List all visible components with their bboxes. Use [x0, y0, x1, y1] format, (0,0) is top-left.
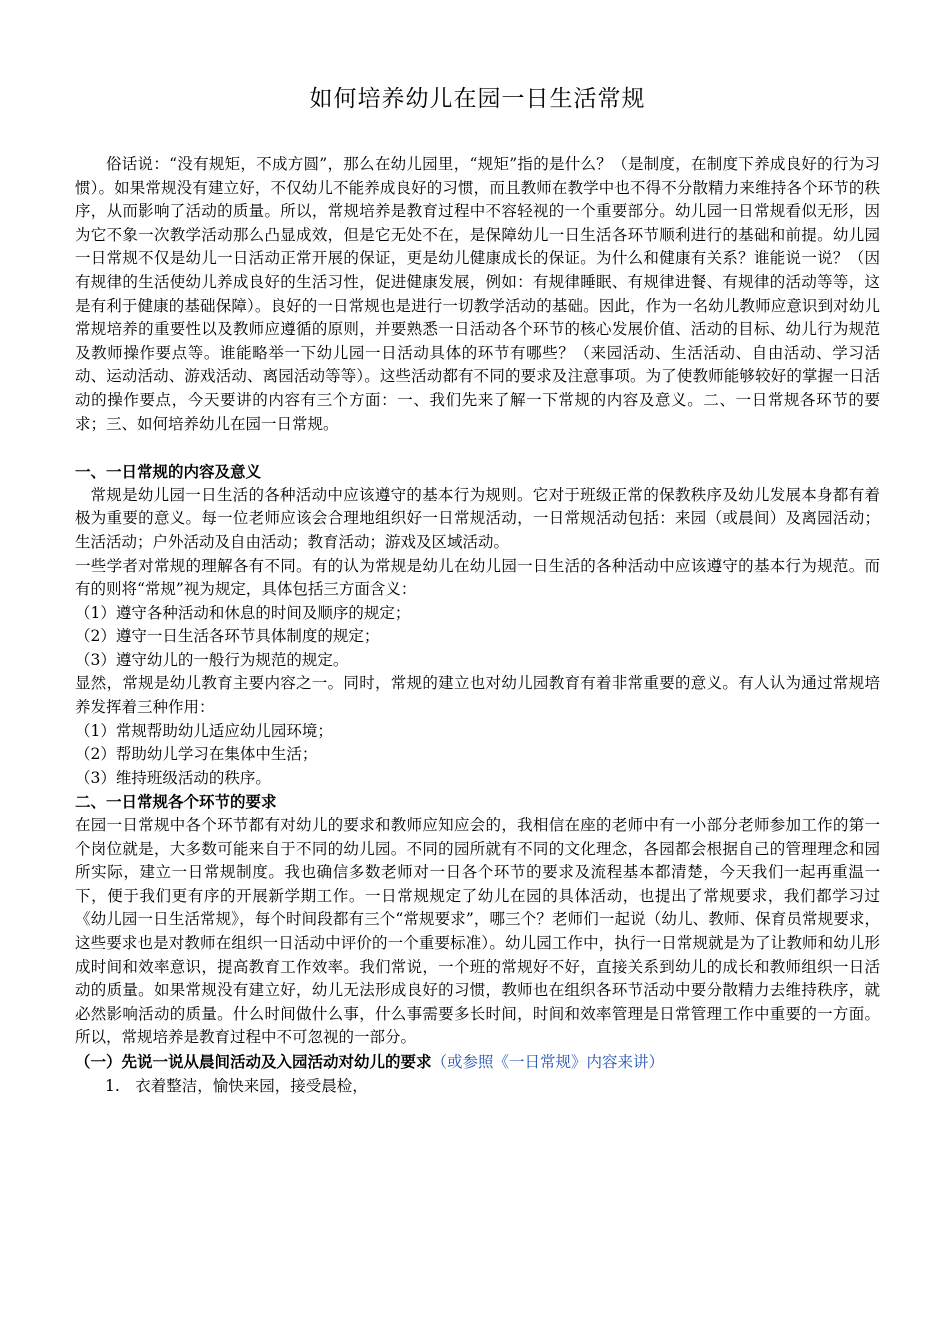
spacer: [75, 436, 880, 460]
section1-heading: 一、一日常规的内容及意义: [75, 462, 262, 482]
section1-list1-item: （1）遵守各种活动和休息的时间及顺序的规定；: [75, 603, 411, 622]
section2-heading: 二、一日常规各个环节的要求: [75, 792, 277, 812]
section1-paragraph-3: 显然，常规是幼儿教育主要内容之一。同时，常规的建立也对幼儿园教育有着非常重要的意义。有人认为通过常规培养发挥着三种作用：: [75, 674, 880, 717]
numbered-item-1: 1. 衣着整洁，愉快来园，接受晨检，: [105, 1076, 368, 1095]
section1-paragraph-2: 一些学者对常规的理解各有不同。有的认为常规是幼儿在幼儿园一日生活的各种活动中应该遵守的基本行为规范。而有的则将“常规”视为规定，具体包括三方面含义：: [75, 556, 880, 599]
document-title: 如何培养幼儿在园一日生活常规: [309, 86, 646, 112]
section1-paragraph-1: 常规是幼儿园一日生活的各种活动中应该遵守的基本行为规则。它对于班级正常的保教秩序及幼儿发展本身都有着极为重要的意义。每一位老师应该会合理地组织好一日常规活动，一日常规活动包括：来园（或晨间）及离园活动；生活活动；户外活动及自由活动；教育活动；游戏及区域活动。: [75, 485, 880, 551]
intro-paragraph: 俗话说：“没有规矩，不成方圆”，那么在幼儿园里，“规矩”指的是什么？（是制度，在制度下养成良好的行为习惯）。如果常规没有建立好，不仅幼儿不能养成良好的习惯，而且教师在教学中也不得不分散精力来维持各个环节的秩序，从而影响了活动的质量。所以，常规培养是教育过程中不容轻视的一个重要部分。幼儿园一日常规看似无形，因为它不象一次教学活动那么凸显成效，但是它无处不在，是保障幼儿一日生活各环节顺利进行的基础和前提。幼儿园一日常规不仅是幼儿一日活动正常开展的保证，更是幼儿健康成长的保证。为什么和健康有关系？谁能说一说？（因有规律的生活使幼儿养成良好的生活习性，促进健康发展，例如：有规律睡眠、有规律进餐、有规律的活动等等，这是有利于健康的基础保障）。良好的一日常规也是进行一切教学活动的基础。因此，作为一名幼儿教师应意识到对幼儿常规培养的重要性以及教师应遵循的原则，并要熟悉一日活动各个环节的核心发展价值、活动的目标、幼儿行为规范及教师操作要点等。谁能略举一下幼儿园一日活动具体的环节有哪些？（来园活动、生活活动、自由活动、学习活动、运动活动、游戏活动、离园活动等等）。这些活动都有不同的要求及注意事项。为了使教师能够较好的掌握一日活动的操作要点，今天要讲的内容有三个方面：一、我们先来了解一下常规的内容及意义。二、一日常规各环节的要求；三、如何培养幼儿在园一日常规。: [75, 155, 880, 433]
document-page: [75, 80, 880, 1098]
section1-list1-item: （3）遵守幼儿的一般行为规范的规定。: [75, 650, 349, 669]
subheading-note: （或参照《一日常规》内容来讲）: [431, 1052, 665, 1071]
subheading-text: （一）先说一说从晨间活动及入园活动对幼儿的要求: [75, 1051, 432, 1071]
section1-list2-item: （3）维持班级活动的秩序。: [75, 768, 271, 787]
section2-subheading: [75, 1050, 880, 1075]
section1-list1-item: （2）遵守一日生活各环节具体制度的规定；: [75, 627, 380, 646]
section2-paragraph-1: 在园一日常规中各个环节都有对幼儿的要求和教师应知应会的，我相信在座的老师中有一小部分老师参加工作的第一个岗位就是，大多数可能来自于不同的幼儿园。不同的园所就有不同的文化理念，各园都会根据自己的管理理念和园所实际，建立一日常规制度。我也确信多数老师对一日各个环节的要求及流程基本都清楚，今天我们一起再重温一下，便于我们更有序的开展新学期工作。一日常规规定了幼儿在园的具体活动，也提出了常规要求，我们都学习过《幼儿园一日生活常规》，每个时间段都有三个“常规要求”，哪三个？老师们一起说（幼儿、教师、保育员常规要求，这些要求也是对教师在组织一日活动中评价的一个重要标准）。幼儿园工作中，执行一日常规就是为了让教师和幼儿形成时间和效率意识，提高教育工作效率。我们常说，一个班的常规好不好，直接关系到幼儿的成长和教师组织一日活动的质量。如果常规没有建立好，幼儿无法形成良好的习惯，教师也在组织各环节活动中要分散精力去维持秩序，就必然影响活动的质量。什么时间做什么事，什么事需要多长时间，时间和效率管理是日常管理工作中重要的一方面。所以，常规培养是教育过程中不可忽视的一部分。: [75, 816, 880, 1047]
section1-list2-item: （2）帮助幼儿学习在集体中生活；: [75, 745, 318, 764]
section1-list2-item: （1）常规帮助幼儿适应幼儿园环境；: [75, 721, 333, 740]
